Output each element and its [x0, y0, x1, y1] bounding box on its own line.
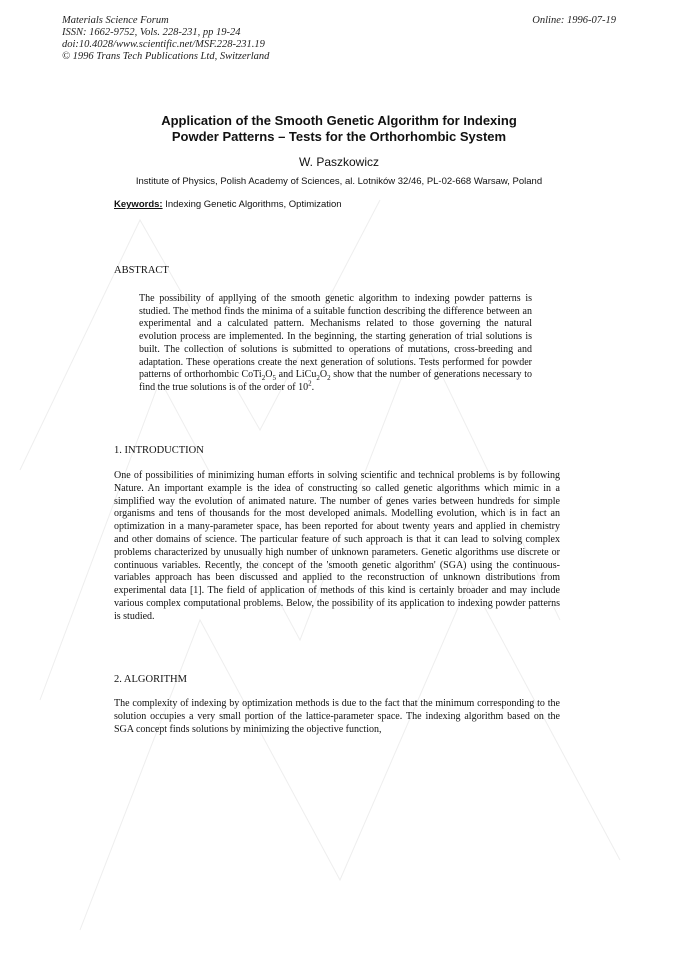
journal-name: Materials Science Forum	[62, 15, 169, 26]
abstract-text-part-1: The possibility of appllying of the smooth genetic algorithm to indexing powder patterns is studied. The method finds the minima of a suitable function describing the difference between an experimental and a calculated pattern. Mechanisms related to those governing the natural evolution process are implemented. In the beginning, the starting generation of trial solutions is built. The collection of solutions is submitted to operations of mutations, cross-breeding and adaptation. These operations create the next generation of solutions. Tests performed for powder patterns of orthorhombic	[139, 293, 532, 381]
keywords-label: Keywords:	[114, 199, 163, 210]
introduction-heading: 1. INTRODUCTION	[114, 445, 204, 456]
formula-licuo: $LiCu_2O_2$	[295, 369, 331, 383]
paper-title	[0, 113, 678, 145]
title-line-2: Powder Patterns – Tests for the Orthorhombic System	[171, 129, 507, 144]
abstract-text: The possibility of appllying of the smooth genetic algorithm to indexing powder patterns is studied. The method finds the minima of a suitable function describing the difference between an experimental and a calculated pattern. Mechanisms related to those governing the natural evolution process are implemented. In the beginning, the starting generation of trial solutions is built. The collection of solutions is submitted to operations of mutations, cross-breeding and adaptation. These operations create the next generation of solutions. Tests performed for powder patterns of orthorhombic $CoTi_2O_5$ and $LiCu_2O_2$ show that the number of generations necessary to find the true solutions is of the order of $10^2$.	[139, 293, 532, 393]
online-date: Online: 1996-07-19	[532, 15, 616, 26]
author-affiliation: Institute of Physics, Polish Academy of Sciences, al. Lotników 32/46, PL-02-668 Warsaw, Poland	[135, 176, 543, 187]
author-name: W. Paszkowicz	[298, 155, 379, 169]
algorithm-text: The complexity of indexing by optimization methods is due to the fact that the minimum corresponding to the solution occupies a very small portion of the lattice-parameter space. The indexing algorithm based on the SGA concept finds solutions by minimizing the objective function,	[114, 698, 560, 735]
algorithm-heading: 2. ALGORITHM	[114, 674, 187, 685]
copyright-line: © 1996 Trans Tech Publications Ltd, Switzerland	[62, 51, 270, 62]
exponent: 2	[308, 379, 312, 388]
abstract-text-part-2: show that the number of generations necessary to find the true solutions is of the order of 10	[139, 369, 532, 393]
keywords-line	[114, 199, 342, 210]
title-line-1: Application of the Smooth Genetic Algorithm for Indexing	[161, 113, 517, 128]
keywords-text: Indexing Genetic Algorithms, Optimization	[165, 199, 342, 210]
abstract-and: and	[278, 369, 294, 381]
abstract-heading: ABSTRACT	[114, 265, 169, 276]
issn-line: ISSN: 1662-9752, Vols. 228-231, pp 19-24	[62, 27, 241, 38]
formula-cotio: $CoTi_2O_5$	[241, 369, 276, 383]
doi-line: doi:10.4028/www.scientific.net/MSF.228-231.19	[62, 39, 265, 50]
journal-header	[62, 15, 269, 63]
introduction-text: One of possibilities of minimizing human efforts in solving scientific and technical problems is by following Nature. An important example is the idea of constructing so called genetic algorithms which mimic in a simplified way the evolution of animated nature. The number of genes varies between hundreds for simple organisms and tens of thousands for the most developed animals. Modelling evolution, which is in fact an optimization in a many-parameter space, has been reported for about twenty years and applied in chemistry and other domains of science. The particular feature of such approach is that it can lead to solving complex problems characterized by unusually high number of unknown parameters. Genetic algorithms use discrete or continuous variables. Recently, the concept of the 'smooth genetic algorithm' (SGA) using the continuous-variables approach has been discussed and applied to the reconstruction of unknown distributions from experimental data [1]. The field of application of methods of this kind is certainly broader and may include various complex computational problems. Below, the possibility of its application to indexing powder patterns is studied.	[114, 470, 560, 622]
